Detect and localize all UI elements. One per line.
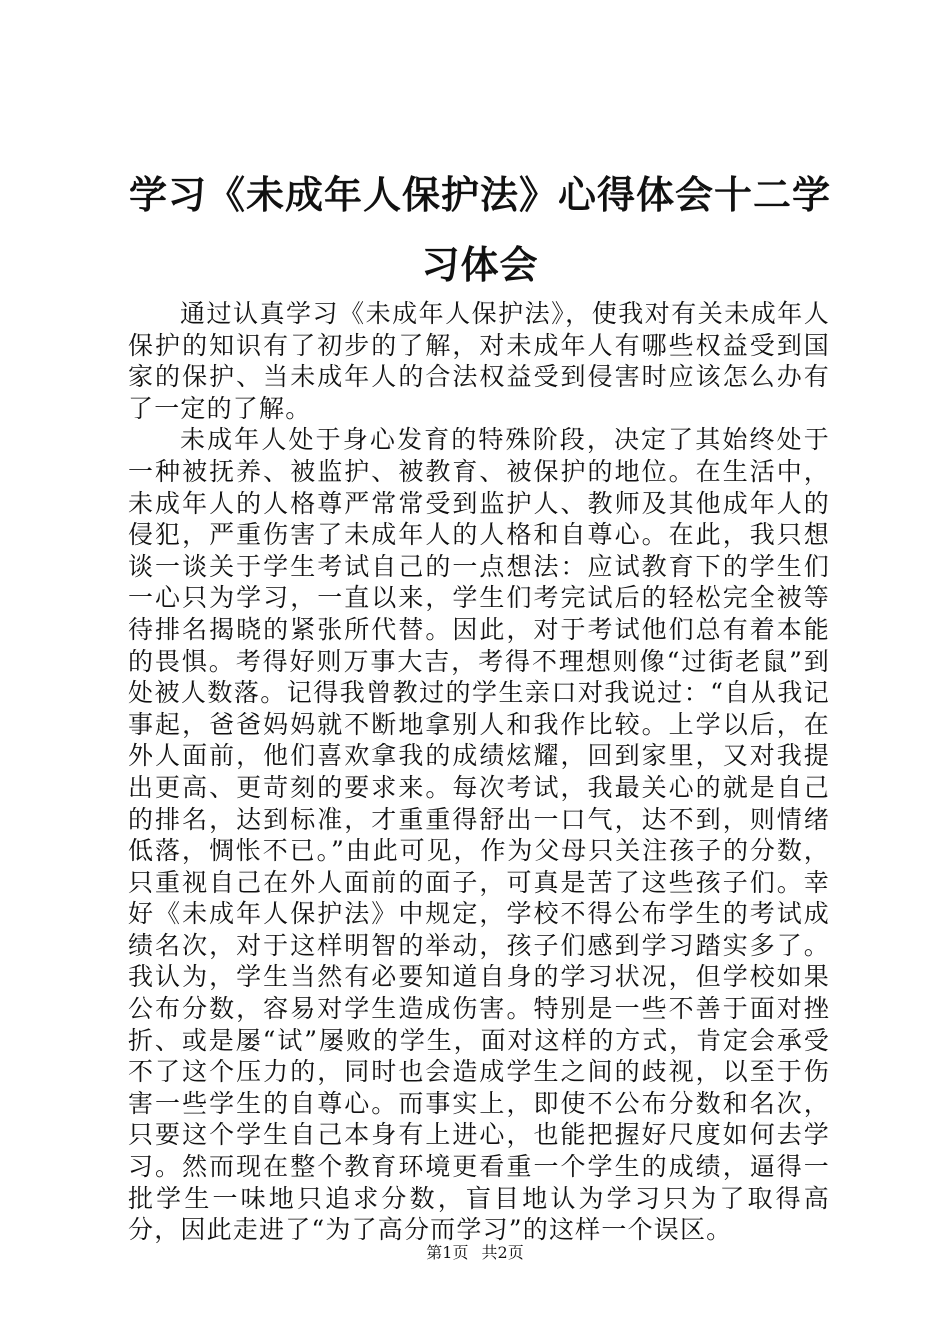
- document-title: 学习《未成年人保护法》心得体会十二学习体会: [128, 173, 831, 287]
- document-body: [128, 298, 830, 1246]
- page-number-total: 共2页: [481, 1243, 524, 1262]
- paragraph-main: 未成年人处于身心发育的特殊阶段，决定了其始终处于一种被抚养、被监护、被教育、被保护的地位。在生活中，未成年人的人格尊严常常受到监护人、教师及其他成年人的侵犯，严重伤害了未成年人的人格和自尊心。在此，我只想谈一谈关于学生考试自己的一点想法：应试教育下的学生们一心只为学习，一直以来，学生们考完试后的轻松完全被等待排名揭晓的紧张所代替。因此，对于考试他们总有着本能的畏惧。考得好则万事大吉，考得不理想则像“过街老鼠”到处被人数落。记得我曾教过的学生亲口对我说过：“自从我记事起，爸爸妈妈就不断地拿别人和我作比较。上学以后，在外人面前，他们喜欢拿我的成绩炫耀，回到家里，又对我提出更高、更苛刻的要求来。每次考试，我最关心的就是自己的排名，达到标准，才重重得舒出一口气，达不到，则情绪低落，惆怅不已。”由此可见，作为父母只关注孩子的分数，只重视自己在外人面前的面子，可真是苦了这些孩子们。幸好《未成年人保护法》中规定，学校不得公布学生的考试成绩名次，对于这样明智的举动，孩子们感到学习踏实多了。我认为，学生当然有必要知道自身的学习状况，但学校如果公布分数，容易对学生造成伤害。特别是一些不善于面对挫折、或是屡“试”屡败的学生，面对这样的方式，肯定会承受不了这个压力的，同时也会造成学生之间的歧视，以至于伤害一些学生的自尊心。而事实上，即使不公布分数和名次，只要这个学生自己本身有上进心，也能把握好尺度如何去学习。然而现在整个教育环境更看重一个学生的成绩，逼得一批学生一味地只追求分数，盲目地认为学习只为了取得高分，因此走进了“为了高分而学习”的这样一个误区。: [128, 425, 830, 1245]
- page-number-current: 第1页: [426, 1243, 469, 1262]
- page-footer: [0, 1243, 950, 1263]
- paragraph-intro: 通过认真学习《未成年人保护法》，使我对有关未成年人保护的知识有了初步的了解，对未成年人有哪些权益受到国家的保护、当未成年人的合法权益受到侵害时应该怎么办有了一定的了解。: [128, 299, 830, 423]
